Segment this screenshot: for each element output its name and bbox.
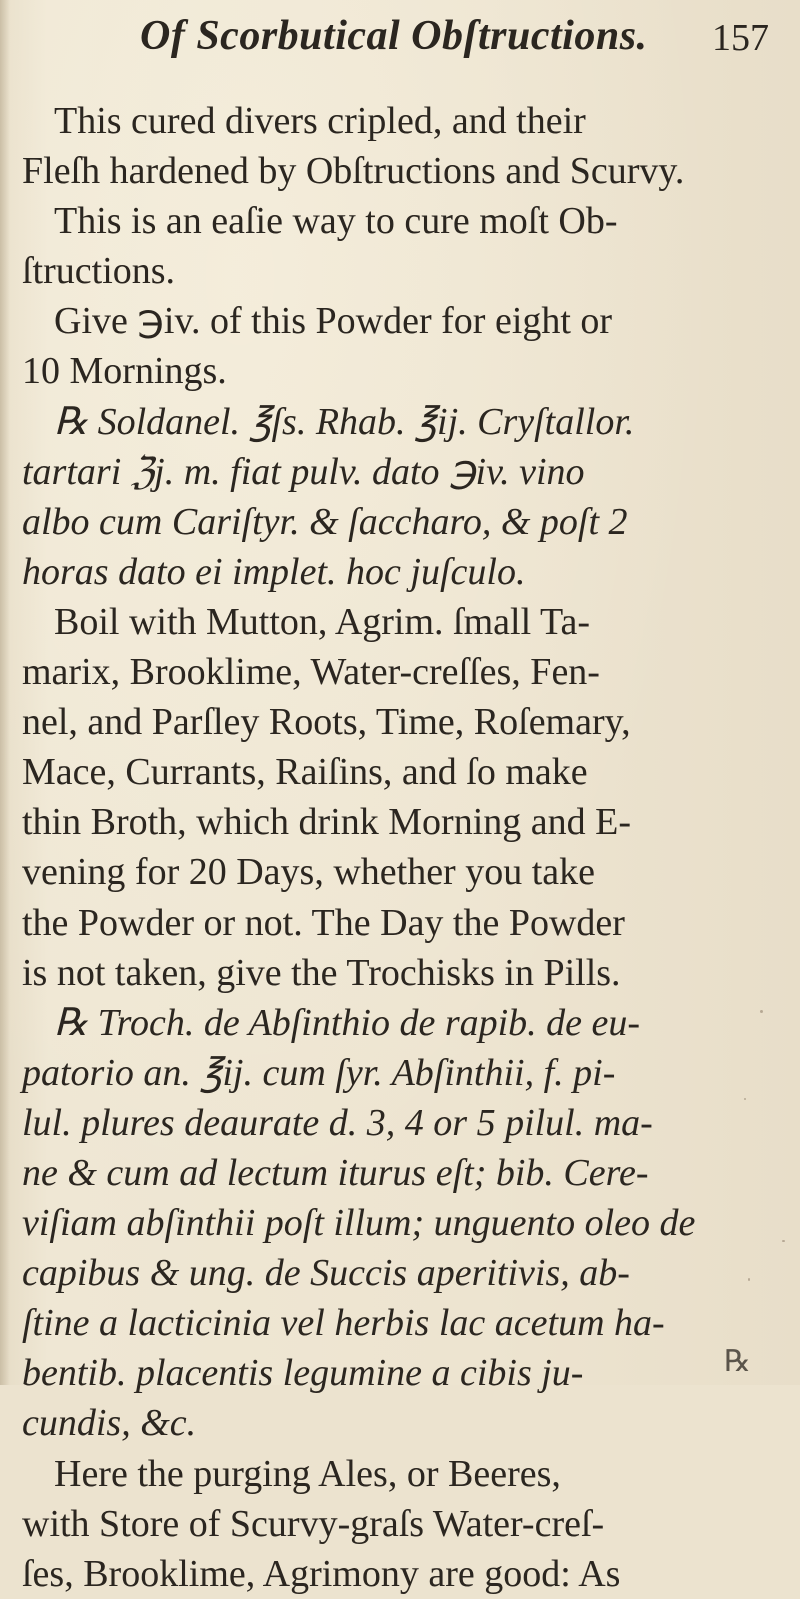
text-line: is not taken, give the Trochisks in Pills. [22, 951, 621, 994]
text-line: tartari ℨj. m. fiat pulv. dato ℈iv. vino [22, 450, 585, 493]
text-line: with Store of Scurvy-graſs Water-creſ- [22, 1502, 605, 1545]
text-line: lul. plures deaurate d. 3, 4 or 5 pilul. ma- [22, 1101, 653, 1144]
text-line: viſiam abſinthii poſt illum; unguento oleo de [22, 1202, 696, 1245]
text-line: ſtructions. [22, 250, 176, 293]
text-line: Mace, Currants, Raiſins, and ſo make [22, 751, 588, 794]
text-line: capibus & ung. de Succis aperitivis, ab- [22, 1252, 630, 1295]
text-line: ℞ Troch. de Abſinthio de rapib. de eu- [54, 1001, 641, 1044]
text-line: This is an eaſie way to cure moſt Ob- [54, 200, 618, 243]
page-number: 157 [712, 17, 769, 59]
text-line: nel, and Parſley Roots, Time, Roſemary, [22, 701, 631, 744]
text-line: 10 Mornings. [22, 350, 227, 393]
text-line: ne & cum ad lectum iturus eſt; bib. Cere- [22, 1151, 649, 1194]
page-header [0, 12, 800, 72]
text-line: vening for 20 Days, whether you take [22, 851, 596, 894]
text-line: bentib. placentis legumine a cibis ju- [22, 1352, 584, 1395]
text-line: cundis, &c. [22, 1402, 197, 1445]
running-head: Of Scorbutical Obſtructions. [140, 13, 648, 59]
text-line: This cured divers cripled, and their [54, 100, 586, 142]
text-line: horas dato ei implet. hoc juſculo. [22, 550, 526, 593]
body-text [22, 96, 792, 1599]
text-line: Give ℈iv. of this Powder for eight or [54, 300, 613, 343]
text-line: ſtine a lacticinia vel herbis lac acetum ha- [22, 1302, 665, 1345]
text-line: ℞ Soldanel. ℥ſs. Rhab. ℥ij. Cryſtallor. [54, 400, 635, 443]
paper-speck [748, 1278, 750, 1281]
text-line: Boil with Mutton, Agrim. ſmall Ta- [54, 600, 591, 643]
text-line: marix, Brooklime, Water-creſſes, Fen- [22, 651, 600, 694]
paper-speck [782, 1240, 785, 1242]
text-line: Fleſh hardened by Obſtructions and Scurvy. [22, 150, 685, 193]
catchword: ℞ [724, 1345, 751, 1378]
text-line: ſes, Brooklime, Agrimony are good: As [22, 1552, 621, 1595]
text-line: thin Broth, which drink Morning and E- [22, 801, 631, 844]
text-line: Here the purging Ales, or Beeres, [54, 1452, 561, 1495]
paper-speck [744, 1098, 746, 1100]
text-line: albo cum Cariſtyr. & ſaccharo, & poſt 2 [22, 500, 628, 543]
page-gutter-shadow [0, 0, 10, 1385]
paper-speck [760, 1010, 763, 1013]
text-line: patorio an. ℥ij. cum ſyr. Abſinthii, f. pi- [22, 1051, 616, 1094]
text-line: the Powder or not. The Day the Powder [22, 901, 625, 944]
